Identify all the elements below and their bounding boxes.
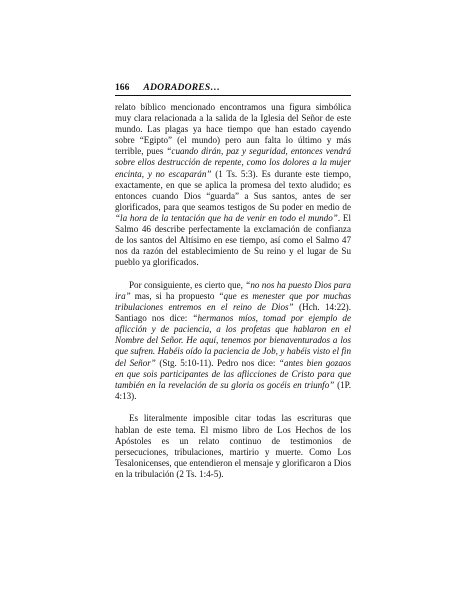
paragraph-3 — [115, 413, 351, 480]
body-text — [115, 102, 351, 480]
text-run: Por consiguiente, es cierto que, — [129, 279, 246, 290]
text-run: relato bíblico mencionado encontramos una figura simbólica muy clara relacionada a la salida de la Iglesia del Señor de este mundo. Las plagas ya hace tiempo que han estado cayendo sobre “Egipto” (el mundo) pero aun falta lo último y más terrible, pues — [115, 102, 351, 157]
text-run: (1P. 4:13). — [115, 379, 351, 401]
paragraph-1 — [115, 102, 351, 268]
page-number: 166 — [115, 82, 130, 93]
text-run: (Hch. 14:22). Santiago nos dice: — [115, 302, 351, 324]
text-run: . El Salmo 46 describe perfectamente la exclamación de confianza de los santos del Altísimo en ese tiempo, así como el Salmo 47 nos da razón del establecimiento de Su reino y el lugar de Su pueblo ya glorificados. — [115, 212, 351, 268]
text-run: (Stg. 5:10-11). Pedro nos dice: — [155, 357, 279, 368]
quoted-scripture: “antes bien gozaos en que sois participantes de las aflicciones de Cristo para que también en la revelación de su gloria os gocéis en triunfo” — [115, 357, 351, 390]
text-run: mas, si ha propuesto — [130, 291, 219, 301]
paragraph-2 — [115, 280, 351, 402]
running-header — [115, 81, 351, 95]
quoted-scripture: “la hora de la tentación que ha de venir en todo el mundo” — [115, 212, 338, 223]
text-run: (1 Ts. 5:3). Es durante este tiempo, exactamente, en que se aplica la promesa del texto aludido; es entonces cuando Dios “guarda” a Sus santos, antes de ser glorificados, para que seamos testigos de Su poder en medio de — [115, 168, 351, 212]
quoted-scripture: “no nos ha puesto Dios para ira” — [115, 279, 351, 301]
quoted-scripture: “que es menester que por muchas tribulaciones entremos en el reino de Dios” — [115, 291, 351, 313]
quoted-scripture: “hermanos míos, tomad por ejemplo de aflicción y de paciencia, a los profetas que hablaron en el Nombre del Señor. He aquí, tenemos por bienaventurados a los que sufren. Habéis oído la paciencia de Job, y habéis visto el fin del Señor” — [115, 313, 352, 368]
quoted-scripture: “cuando dirán, paz y seguridad, entonces vendrá sobre ellos destrucción de repente, como los dolores a la mujer encinta, y no escaparán” — [115, 146, 351, 179]
header-rule — [115, 95, 351, 96]
text-run: Es literalmente imposible citar todas las escrituras que hablan de este tema. El mismo libro de Los Hechos de los Apóstoles es un relato continuo de testimonios de persecuciones, tribulaciones, martirio y muerte. Como Los Tesalonicenses, que entendieron el mensaje y glorificaron a Dios en la tribulación (2 Ts. 1:4-5). — [115, 413, 351, 479]
running-title: ADORADORES… — [143, 82, 221, 93]
